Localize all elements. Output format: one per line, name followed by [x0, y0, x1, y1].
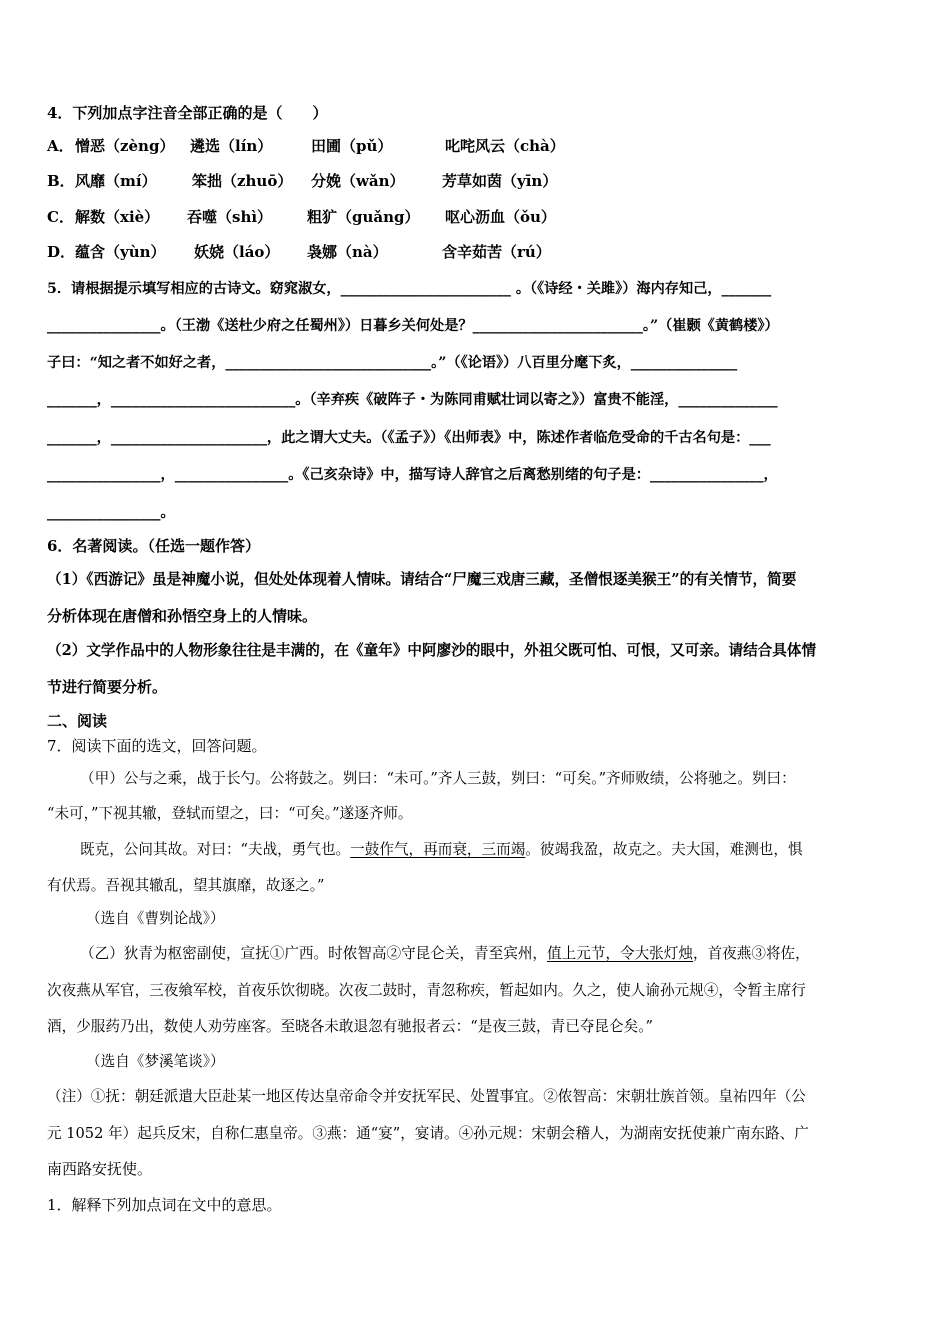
q4-option-b-letter: B． [47, 172, 75, 190]
q4-option-c-item-4: 呕心沥血（ǒu） [445, 208, 556, 226]
passage-jia-source: （选自《曹刿论战》） [86, 910, 225, 927]
passage-yi-line-3: 酒，少服药乃出，数使人劝劳座客。至晓各未敢退忽有驰报者云：“是夜三鼓，青已夺昆仑矣。” [47, 1018, 653, 1035]
passage-yi-line-1-text-b: ，首夜燕③将佐， [692, 945, 810, 962]
passage-jia-line-3-text-a: 既克，公问其故。对曰：“夫战，勇气也。 [80, 841, 351, 858]
q4-option-c-item-3: 粗犷（guǎng） [307, 208, 420, 226]
q4-option-b-item-4: 芳草如茵（yīn） [442, 172, 558, 190]
q4-option-a-item-3: 田圃（pǔ） [311, 137, 393, 155]
q5-line-7: ________________。 [47, 505, 175, 521]
q5-line-2: ________________。（王渤《送杜少府之任蜀州》）日暮乡关何处是？________________________。”（崔颢《黄鹤楼》） [47, 318, 779, 334]
notes-line-3: 南西路安抚使。 [47, 1160, 153, 1178]
underlined-phrase-shangyuan: 值上元节，令大张灯烛 [547, 945, 693, 962]
underlined-phrase-yigu: 一鼓作气，再而衰，三而竭 [350, 841, 526, 858]
q5-line-6: ________________，________________。《己亥杂诗》中，描写诗人辞官之后离愁别绪的句子是：________________， [47, 467, 778, 483]
q6-line-2: 分析体现在唐僧和孙悟空身上的人情味。 [47, 607, 318, 625]
notes-line-2: 元 1052 年）起兵反宋，自称仁惠皇帝。③燕：通“宴”，宴请。④孙元规：宋朝会稽人，为湖南安抚使兼广南东路、广 [47, 1125, 809, 1142]
q6-title: 6．名著阅读。（任选一题作答） [47, 537, 260, 555]
q4-option-b-item-2: 笨拙（zhuō） [192, 172, 293, 190]
q5-line-3: 子曰：“知之者不如好之者，_____________________________。”（《论语》）八百里分麾下炙，_______________ [47, 355, 738, 371]
q4-option-a-letter: A． [47, 137, 74, 155]
section-2-title: 二、阅读 [47, 712, 108, 730]
q7-stem: 7．阅读下面的选文，回答问题。 [47, 737, 267, 755]
q4-option-a-item-2: 遴选（lín） [190, 137, 273, 155]
q4-option-b-item-3: 分娩（wǎn） [311, 172, 405, 190]
q4-option-d-item-2: 妖娆（láo） [194, 243, 280, 261]
q5-line-4: _______，__________________________。（辛弃疾《破阵子・为陈同甫赋壮词以寄之》）富贵不能淫，______________ [47, 392, 778, 408]
passage-jia-line-1: （甲）公与之乘，战于长勺。公将鼓之。刿曰：“未可。”齐人三鼓，刿曰：“可矣。”齐师败绩，公将驰之。刿曰： [80, 770, 796, 787]
q4-option-d-item-1: 蕴含（yùn） [75, 243, 166, 261]
q6-line-3: （2）文学作品中的人物形象往往是丰满的，在《童年》中阿廖沙的眼中，外祖父既可怕、可恨，又可亲。请结合具体情 [47, 642, 817, 659]
q4-option-a-item-4: 叱咤风云（chà） [445, 137, 565, 155]
q4-option-d-letter: D． [47, 243, 76, 261]
q5-line-1: 5．请根据提示填写相应的古诗文。窈窕淑女，________________________ 。（《诗经・关雎》）海内存知己，_______ [47, 281, 772, 297]
passage-jia-line-2: “未可，”下视其辙，登轼而望之，曰：“可矣。”遂逐齐师。 [47, 805, 413, 822]
passage-yi-line-1-text-a: （乙）狄青为枢密副使，宣抚①广西。时侬智高②守昆仑关，青至宾州， [80, 945, 548, 962]
q6-line-1: （1）《西游记》虽是神魔小说，但处处体现着人情味。请结合“尸魔三戏唐三藏，圣僧恨逐美猴王”的有关情节，简要 [47, 571, 797, 588]
passage-jia-line-3-text-b: 。彼竭我盈，故克之。夫大国，难测也，惧 [525, 841, 803, 858]
q4-stem: 4．下列加点字注音全部正确的是（ ） [47, 104, 328, 122]
q4-option-d-item-3: 袅娜（nà） [307, 243, 388, 261]
q4-option-d-item-4: 含辛茹苦（rú） [442, 243, 551, 261]
passage-yi-line-2: 次夜燕从军官，三夜飨军校，首夜乐饮彻晓。次夜二鼓时，青忽称疾，暂起如内。久之，使人谕孙元规④，令暂主席行 [47, 982, 806, 999]
passage-jia-line-4: 有伏焉。吾视其辙乱，望其旗靡，故逐之。” [47, 877, 325, 894]
q4-option-b-item-1: 风靡（mí） [75, 172, 157, 190]
q4-option-c-letter: C． [47, 208, 74, 226]
q5-line-5: _______，______________________，此之谓大丈夫。（《孟子》）《出师表》中，陈述作者临危受命的千古名句是：___ [47, 430, 771, 446]
notes-line-1: （注）①抚：朝廷派遣大臣赴某一地区传达皇帝命令并安抚军民、处置事宜。②侬智高：宋朝壮族首领。皇祐四年（公 [47, 1088, 806, 1105]
q4-option-c-item-1: 解数（xiè） [75, 208, 160, 226]
q4-option-a-item-1: 憎恶（zèng） [75, 137, 175, 155]
q6-line-4: 节进行简要分析。 [47, 678, 168, 696]
passage-yi-line-1 [80, 944, 810, 964]
passage-yi-source: （选自《梦溪笔谈》） [86, 1053, 225, 1070]
sub-question-1: 1．解释下列加点词在文中的意思。 [47, 1196, 282, 1214]
q4-option-c-item-2: 吞噬（shì） [187, 208, 273, 226]
passage-jia-line-3 [80, 840, 803, 860]
